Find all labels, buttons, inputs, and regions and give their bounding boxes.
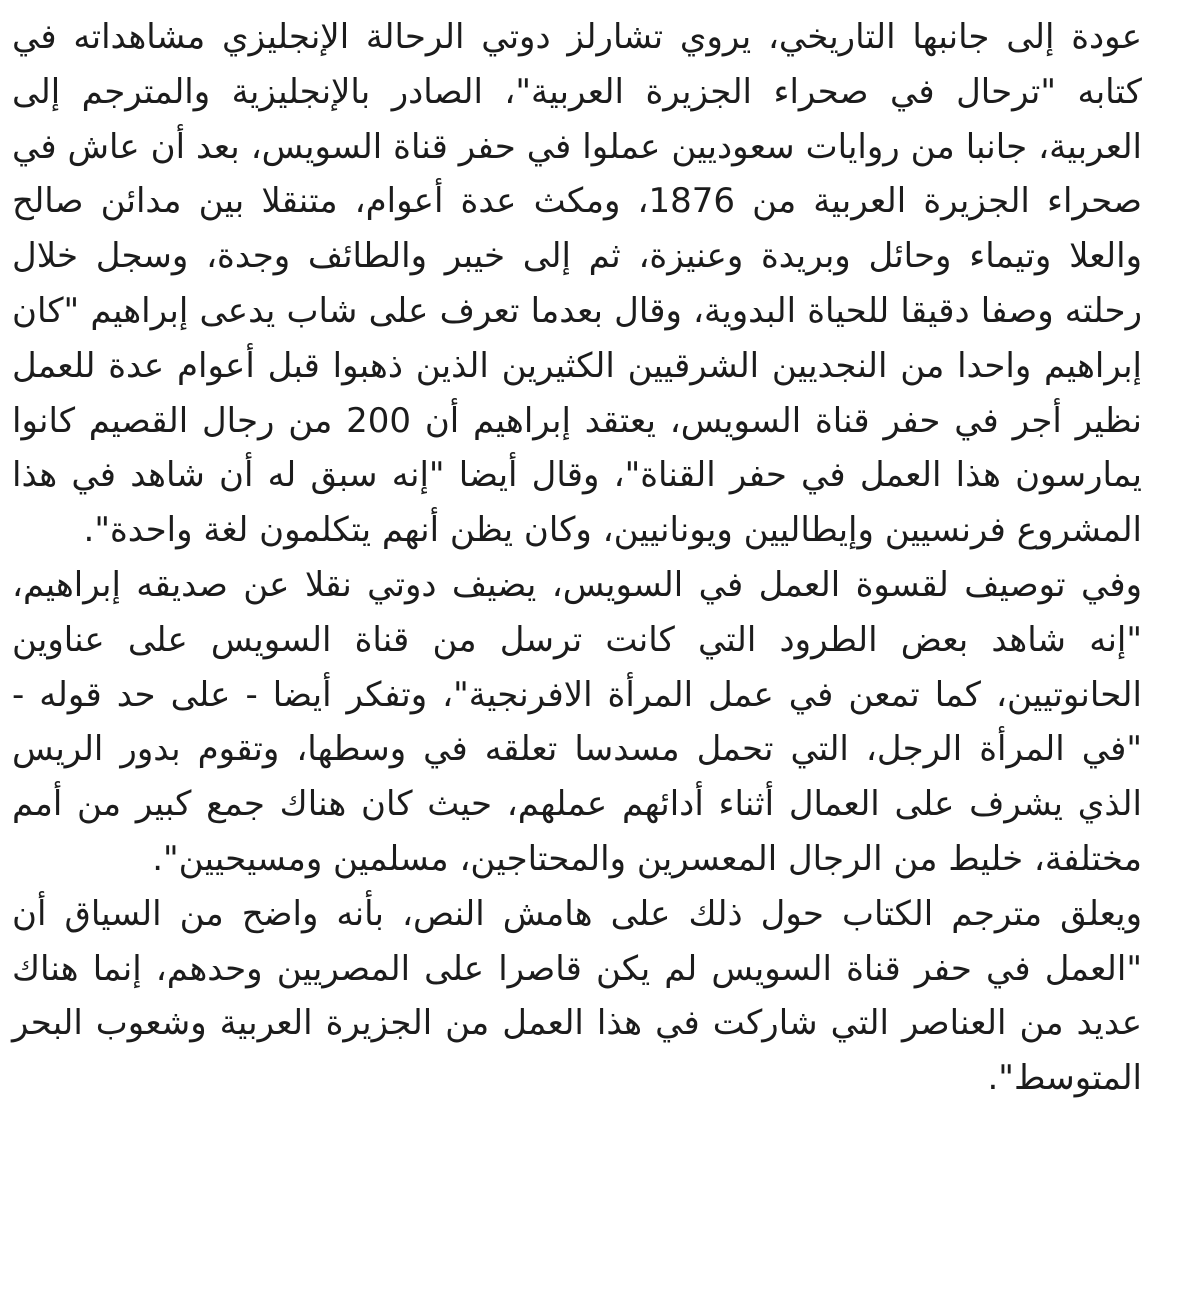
- paragraph-translator-note: ويعلق مترجم الكتاب حول ذلك على هامش النص، بأنه واضح من السياق أن "العمل في حفر قناة السويس لم يكن قاصرا على المصريين وحدهم، إنما هناك عديد من العناصر التي شاركت في هذا العمل من الجزيرة العربية وشعوب البحر المتوسط".: [12, 893, 1142, 1099]
- article-body: [12, 10, 1142, 1106]
- paragraph-work-hardship: وفي توصيف لقسوة العمل في السويس، يضيف دوتي نقلا عن صديقه إبراهيم، "إنه شاهد بعض الطرود التي كانت ترسل من قناة السويس على عناوين الحانوتيين، كما تمعن في عمل المرأة الافرنجية"، وتفكر أيضا - على حد قوله - "في المرأة الرجل، التي تحمل مسدسا تعلقه في وسطها، وتقوم بدور الريس الذي يشرف على العمال أثناء أدائهم عملهم، حيث كان هناك جمع كبير من أمم مختلفة، خليط من الرجال المعسرين والمحتاجين، مسلمين ومسيحيين".: [12, 564, 1142, 879]
- paragraph-doughty-account: عودة إلى جانبها التاريخي، يروي تشارلز دوتي الرحالة الإنجليزي مشاهداته في كتابه "ترحال في صحراء الجزيرة العربية"، الصادر بالإنجليزية والمترجم إلى العربية، جانبا من روايات سعوديين عملوا في حفر قناة السويس، بعد أن عاش في صحراء الجزيرة العربية من 1876، ومكث عدة أعوام، متنقلا بين مدائن صالح والعلا وتيماء وحائل وبريدة وعنيزة، ثم إلى خيبر والطائف وجدة، وسجل خلال رحلته وصفا دقيقا للحياة البدوية، وقال بعدما تعرف على شاب يدعى إبراهيم "كان إبراهيم واحدا من النجديين الشرقيين الكثيرين الذين ذهبوا قبل أعوام عدة للعمل نظير أجر في حفر قناة السويس، يعتقد إبراهيم أن 200 من رجال القصيم كانوا يمارسون هذا العمل في حفر القناة"، وقال أيضا "إنه سبق له أن شاهد في هذا المشروع فرنسيين وإيطاليين ويونانيين، وكان يظن أنهم يتكلمون لغة واحدة".: [12, 17, 1142, 551]
